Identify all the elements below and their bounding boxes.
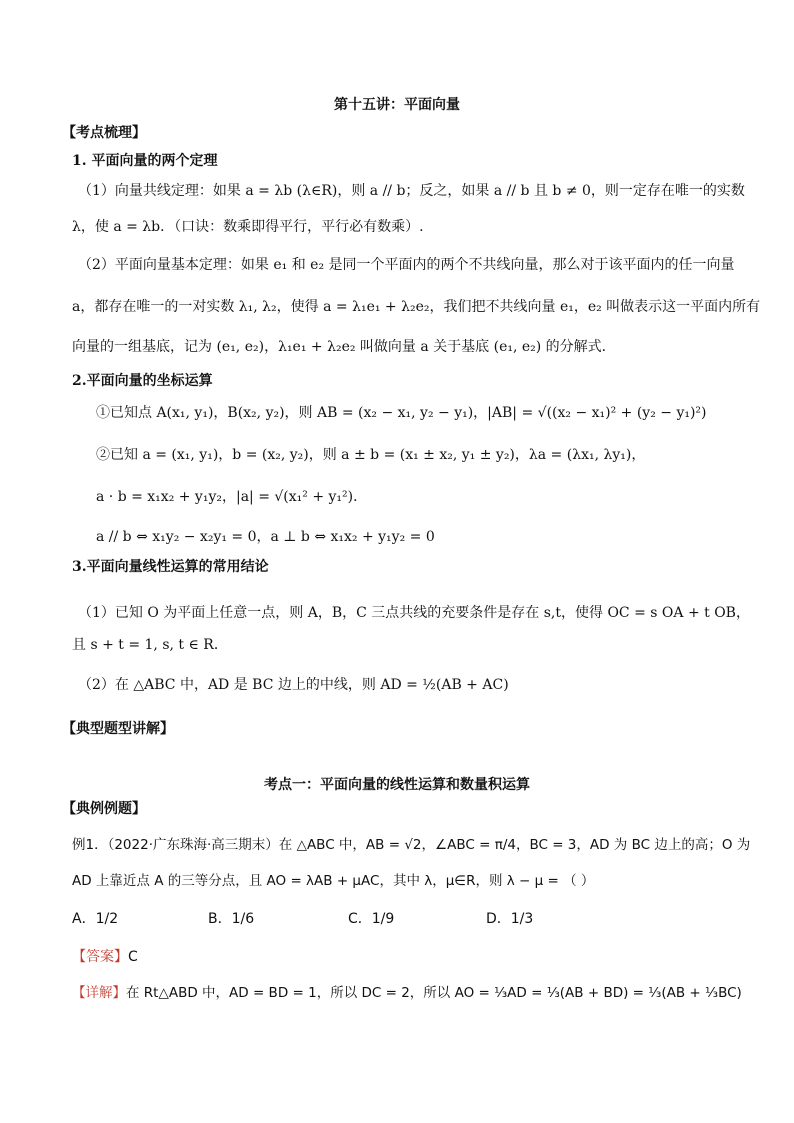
topic-1-para-1-line-2: λ，使 a = λb．（口诀：数乘即得平行，平行必有数乘）. bbox=[72, 219, 424, 235]
detail-text: 在 Rt△ABD 中，AD = BD = 1，所以 DC = 2，所以 AO = ⅓AD = ⅓(AB + BD) = ⅓(AB + ⅓BC) bbox=[126, 985, 742, 1001]
topic-2-line-4: a // b ⇔ x₁y₂ − x₂y₁ = 0，a ⊥ b ⇔ x₁x₂ + y₁y₂ = 0 bbox=[96, 529, 435, 545]
answer-tag: 【答案】 bbox=[72, 949, 128, 965]
topic-1-para-1-line-1: （1）向量共线定理：如果 a = λb (λ∈R)，则 a // b；反之，如果 a // b 且 b ≠ 0，则一定存在唯一的实数 bbox=[78, 183, 745, 199]
example-1-line-1: 例1．（2022·广东珠海·高三期末）在 △ABC 中，AB = √2，∠ABC = π/4，BC = 3，AD 为 BC 边上的高；O 为 bbox=[72, 837, 751, 853]
topic-3-para-2: （2）在 △ABC 中，AD 是 BC 边上的中线，则 AD = ½(AB + AC) bbox=[78, 677, 509, 693]
answer-value: C bbox=[128, 949, 138, 965]
section-dianxing-heading: 【典型题型讲解】 bbox=[62, 721, 174, 737]
kaodian-1-title: 考点一：平面向量的线性运算和数量积运算 bbox=[264, 777, 530, 793]
topic-3-para-1-line-2: 且 s + t = 1, s, t ∈ R． bbox=[72, 637, 228, 653]
example-1-line-2: AD 上靠近点 A 的三等分点，且 AO = λAB + μAC，其中 λ，μ∈R，则 λ − μ = （ ） bbox=[72, 873, 595, 889]
topic-1-para-2-line-2: a，都存在唯一的一对实数 λ₁, λ₂，使得 a = λ₁e₁ + λ₂e₂，我们把不共线向量 e₁，e₂ 叫做表示这一平面内所有 bbox=[72, 299, 761, 315]
option-c: C．1/9 bbox=[348, 911, 395, 927]
detail-line bbox=[72, 984, 742, 1002]
topic-2-heading: 2.平面向量的坐标运算 bbox=[72, 373, 213, 389]
topic-3-heading: 3.平面向量线性运算的常用结论 bbox=[72, 559, 269, 575]
option-a: A．1/2 bbox=[72, 911, 119, 927]
topic-1-para-2-line-3: 向量的一组基底，记为 (e₁, e₂)，λ₁e₁ + λ₂e₂ 叫做向量 a 关于基底 (e₁, e₂) 的分解式． bbox=[72, 339, 616, 355]
section-lili-heading: 【典例例题】 bbox=[62, 801, 146, 817]
option-d: D．1/3 bbox=[486, 911, 534, 927]
topic-2-line-1: ①已知点 A(x₁, y₁)，B(x₂, y₂)，则 AB = (x₂ − x₁, y₂ − y₁)，|AB| = √((x₂ − x₁)² + (y₂ − y₁)²) bbox=[96, 405, 707, 421]
lecture-title: 第十五讲：平面向量 bbox=[334, 97, 460, 113]
topic-2-line-2: ②已知 a = (x₁, y₁)，b = (x₂, y₂)，则 a ± b = (x₁ ± x₂, y₁ ± y₂)，λa = (λx₁, λy₁)， bbox=[96, 447, 646, 463]
topic-1-heading: 1. 平面向量的两个定理 bbox=[72, 153, 218, 169]
answer-line bbox=[72, 948, 138, 966]
section-kaodian-heading: 【考点梳理】 bbox=[62, 125, 146, 141]
detail-tag: 【详解】 bbox=[72, 985, 126, 1001]
option-b: B．1/6 bbox=[208, 911, 255, 927]
topic-2-line-3: a · b = x₁x₂ + y₁y₂，|a| = √(x₁² + y₁²)． bbox=[96, 489, 368, 505]
topic-1-para-2-line-1: （2）平面向量基本定理：如果 e₁ 和 e₂ 是同一个平面内的两个不共线向量，那么对于该平面内的任一向量 bbox=[78, 257, 735, 273]
topic-3-para-1-line-1: （1）已知 O 为平面上任意一点，则 A，B，C 三点共线的充要条件是存在 s,t，使得 OC = s OA + t OB， bbox=[78, 605, 750, 621]
